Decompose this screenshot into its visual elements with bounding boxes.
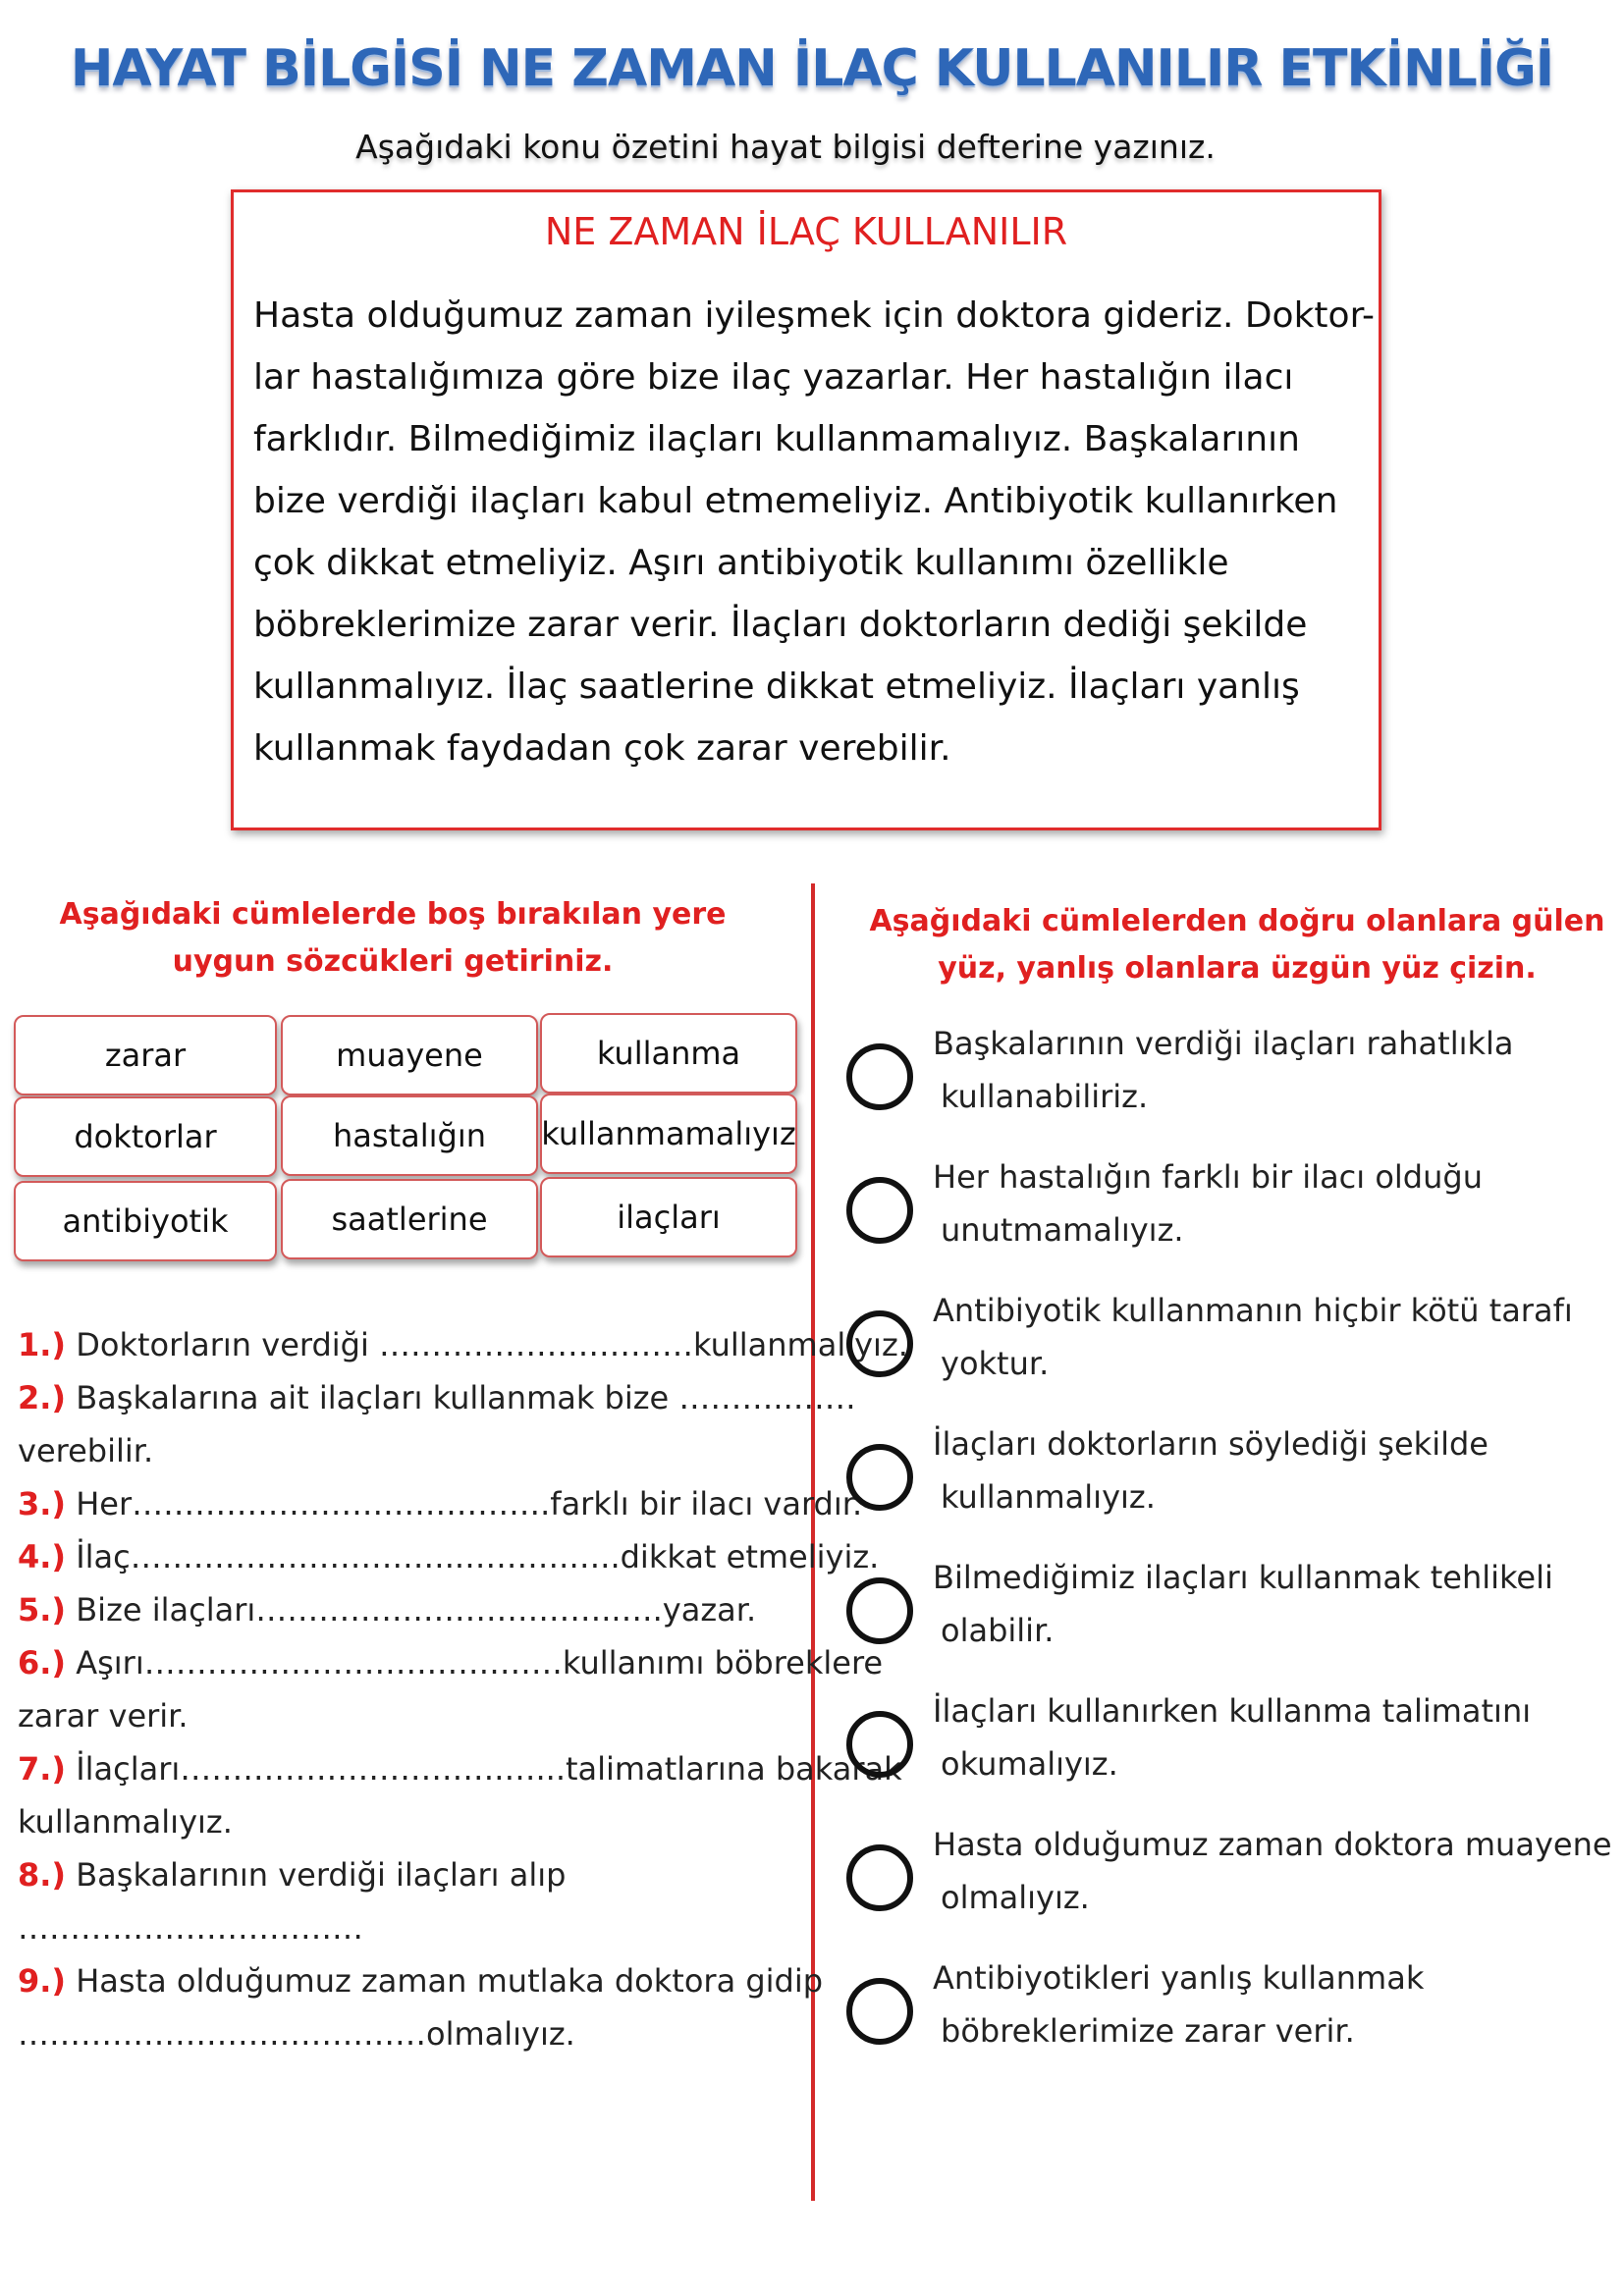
- question-line: [18, 1371, 856, 1424]
- word-box: kullanma: [540, 1013, 797, 1094]
- question-list: [18, 1318, 908, 2060]
- question-text: Doktorların verdiği …………………………kullanmalıyız.: [66, 1326, 908, 1363]
- question-text: İlaçları………………………….…...talimatlarına bakarak: [66, 1750, 902, 1788]
- answer-circle[interactable]: [846, 1711, 913, 1778]
- word-box: antibiyotik: [14, 1181, 277, 1261]
- question-text: Hasta olduğumuz zaman mutlaka doktora gidip: [66, 1962, 824, 2000]
- statement: [933, 1818, 1610, 1924]
- question-text: ……………………………: [18, 1909, 363, 1947]
- question-number: 4.): [18, 1538, 67, 1575]
- question-line: [18, 1583, 803, 1636]
- question-number: 3.): [18, 1485, 67, 1522]
- true-false-heading-line: Aşağıdaki cümlelerden doğru olanlara gülen: [869, 904, 1605, 938]
- question-line: [18, 2007, 803, 2060]
- question-number: 5.): [18, 1591, 67, 1629]
- question-text: Bize ilaçları……………………………..….yazar.: [66, 1591, 757, 1629]
- statement: [933, 1951, 1610, 2057]
- summary-line: böbreklerimize zarar verir. İlaçları doktorların dediği şekilde: [253, 605, 1308, 645]
- question-text: zarar verir.: [18, 1697, 189, 1735]
- question-text: Başkalarının verdiği ilaçları alıp: [66, 1856, 567, 1894]
- summary-line: farklıdır. Bilmediğimiz ilaçları kullanmamalıyız. Başkalarının: [253, 419, 1300, 459]
- summary-line: bize verdiği ilaçları kabul etmemeliyiz. Antibiyotik kullanırken: [253, 481, 1338, 521]
- question-number: 6.): [18, 1644, 67, 1682]
- statement-line: Antibiyotik kullanmanın hiçbir kötü tarafı: [933, 1292, 1573, 1329]
- question-number: 1.): [18, 1326, 67, 1363]
- question-line: [18, 1848, 803, 1901]
- statement-line: olabilir.: [941, 1612, 1055, 1649]
- statement: [933, 1684, 1610, 1790]
- question-line: [18, 1795, 803, 1848]
- word-box: kullanmamalıyız: [540, 1094, 797, 1174]
- statement-line: İlaçları kullanırken kullanma talimatını: [933, 1692, 1532, 1730]
- question-line: [18, 1742, 902, 1795]
- question-number: 7.): [18, 1750, 67, 1788]
- page-title: HAYAT BİLGİSİ NE ZAMAN İLAÇ KULLANILIR ETKİNLİĞİ: [70, 39, 1554, 98]
- fill-in-heading-line: uygun sözcükleri getiriniz.: [172, 944, 614, 979]
- statement-line: Her hastalığın farklı bir ilacı olduğu: [933, 1158, 1483, 1196]
- answer-circle[interactable]: [846, 1177, 913, 1244]
- question-line: [18, 1477, 863, 1530]
- statement-line: kullanabiliriz.: [941, 1078, 1149, 1115]
- statement: [933, 1284, 1610, 1390]
- question-text: Her………………………………….farklı bir ilacı vardır.: [66, 1485, 863, 1522]
- summary-line: çok dikkat etmeliyiz. Aşırı antibiyotik kullanımı özellikle: [253, 543, 1229, 583]
- summary-title: NE ZAMAN İLAÇ KULLANILIR: [544, 210, 1068, 253]
- answer-circle[interactable]: [846, 1444, 913, 1511]
- word-box: zarar: [14, 1015, 277, 1095]
- statement-line: kullanmalıyız.: [941, 1478, 1156, 1516]
- statement-line: Başkalarının verdiği ilaçları rahatlıkla: [933, 1025, 1514, 1062]
- answer-circle[interactable]: [846, 1844, 913, 1911]
- question-text: verebilir.: [18, 1432, 154, 1469]
- word-box: muayene: [281, 1015, 538, 1095]
- question-line: [18, 1318, 908, 1371]
- question-line: [18, 1954, 824, 2007]
- statement: [933, 1017, 1610, 1123]
- true-false-heading-line: yüz, yanlış olanlara üzgün yüz çizin.: [938, 951, 1537, 986]
- statement-line: Hasta olduğumuz zaman doktora muayene: [933, 1826, 1612, 1863]
- question-text: …………………………………olmalıyız.: [18, 2015, 575, 2053]
- statement: [933, 1551, 1610, 1657]
- summary-line: kullanmak faydadan çok zarar verebilir.: [253, 728, 951, 769]
- true-false-heading: [864, 898, 1610, 992]
- summary-line: lar hastalığımıza göre bize ilaç yazarlar. Her hastalığın ilacı: [253, 357, 1294, 398]
- question-text: İlaç…………………………..……….…..dikkat etmeliyiz.: [66, 1538, 880, 1575]
- summary-box: [231, 189, 1381, 830]
- summary-text: [253, 285, 1376, 779]
- question-line: [18, 1901, 803, 1954]
- word-box: saatlerine: [281, 1179, 538, 1259]
- statement: [933, 1417, 1610, 1523]
- question-line: [18, 1530, 880, 1583]
- statement-line: yoktur.: [941, 1345, 1050, 1382]
- word-box: ilaçları: [540, 1177, 797, 1257]
- answer-circle[interactable]: [846, 1577, 913, 1644]
- question-number: 9.): [18, 1962, 67, 2000]
- summary-line: Hasta olduğumuz zaman iyileşmek için doktora gideriz. Doktor-: [253, 295, 1376, 336]
- fill-in-heading-line: Aşağıdaki cümlelerde boş bırakılan yere: [59, 897, 727, 932]
- statement-line: unutmamalıyız.: [941, 1211, 1184, 1249]
- question-line: [18, 1424, 803, 1477]
- question-text: kullanmalıyız.: [18, 1803, 233, 1841]
- statement-line: Bilmediğimiz ilaçları kullanmak tehlikeli: [933, 1559, 1553, 1596]
- answer-circle[interactable]: [846, 1310, 913, 1377]
- answer-circle[interactable]: [846, 1043, 913, 1110]
- statement-line: olmalıyız.: [941, 1879, 1090, 1916]
- statement-line: Antibiyotikleri yanlış kullanmak: [933, 1959, 1425, 1997]
- question-line: [18, 1689, 803, 1742]
- instruction-text: Aşağıdaki konu özetini hayat bilgisi defterine yazınız.: [355, 128, 1216, 166]
- statement: [933, 1150, 1610, 1256]
- statement-line: İlaçları doktorların söylediği şekilde: [933, 1425, 1489, 1463]
- question-text: Aşırı……………………….…………kullanımı böbreklere: [66, 1644, 884, 1682]
- statement-line: böbreklerimize zarar verir.: [941, 2012, 1355, 2050]
- summary-line: kullanmalıyız. İlaç saatlerine dikkat etmeliyiz. İlaçları yanlış: [253, 667, 1300, 707]
- question-line: [18, 1636, 884, 1689]
- question-text: Başkalarına ait ilaçları kullanmak bize ………..……: [66, 1379, 856, 1416]
- statement-line: okumalıyız.: [941, 1745, 1118, 1783]
- answer-circle[interactable]: [846, 1978, 913, 2045]
- word-box: doktorlar: [14, 1096, 277, 1177]
- question-number: 2.): [18, 1379, 67, 1416]
- question-number: 8.): [18, 1856, 67, 1894]
- word-box: hastalığın: [281, 1095, 538, 1176]
- fill-in-heading: [20, 891, 766, 986]
